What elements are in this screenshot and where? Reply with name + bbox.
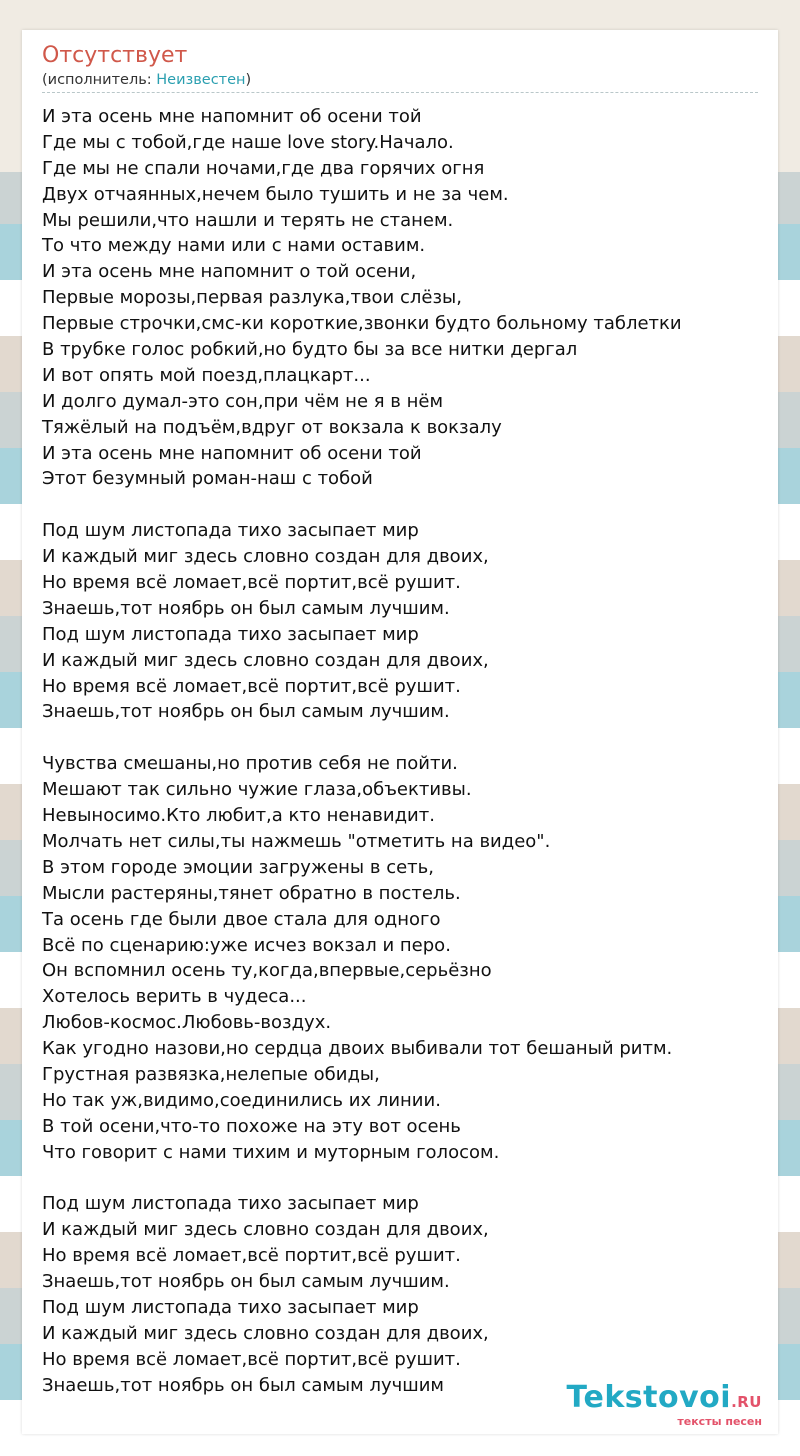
lyric-line: И каждый миг здесь словно создан для двоих,: [42, 546, 489, 568]
lyric-line: Он вспомнил осень ту,когда,впервые,серьёзно: [42, 960, 492, 982]
lyric-line: Под шум листопада тихо засыпает мир: [42, 623, 419, 645]
lyric-line: В той осени,что-то похоже на эту вот осень: [42, 1115, 461, 1137]
lyric-line: Знаешь,тот ноябрь он был самым лучшим: [42, 1374, 444, 1396]
lyric-line: Под шум листопада тихо засыпает мир: [42, 1193, 419, 1215]
lyric-line: Двух отчаянных,нечем было тушить и не за чем.: [42, 183, 509, 205]
lyric-line: Первые морозы,первая разлука,твои слёзы,: [42, 287, 462, 309]
lyric-line: И эта осень мне напомнит об осени той: [42, 106, 422, 127]
lyric-line: Невыносимо.Кто любит,а кто ненавидит.: [42, 805, 435, 827]
lyric-line: То что между нами или с нами оставим.: [42, 235, 426, 257]
lyric-line: Где мы с тобой,где наше love story.Начало.: [42, 131, 454, 153]
logo-tagline: тексты песен: [677, 1415, 762, 1428]
lyric-line: Мы решили,что нашли и терять не станем.: [42, 209, 454, 231]
stanza-break: [42, 725, 766, 751]
lyric-line: Но время всё ломает,всё портит,всё рушит.: [42, 1245, 461, 1267]
lyric-line: Но время всё ломает,всё портит,всё рушит.: [42, 1348, 461, 1370]
lyric-line: Первые строчки,смс-ки короткие,звонки будто больному таблетки: [42, 313, 682, 335]
lyric-line: И каждый миг здесь словно создан для двоих,: [42, 1322, 489, 1344]
lyric-line: И каждый миг здесь словно создан для двоих,: [42, 649, 489, 671]
lyric-line: Что говорит с нами тихим и муторным голосом.: [42, 1141, 500, 1163]
lyric-line: Молчать нет силы,ты нажмешь "отметить на видео".: [42, 830, 551, 852]
lyrics-card: [22, 30, 778, 1434]
lyric-line: Знаешь,тот ноябрь он был самым лучшим.: [42, 701, 450, 723]
logo-main-text: Tekstovoi: [566, 1380, 732, 1415]
lyric-line: Знаешь,тот ноябрь он был самым лучшим.: [42, 597, 450, 619]
lyric-line: Как угодно назови,но сердца двоих выбивали тот бешаный ритм.: [42, 1038, 673, 1060]
stanza-break: [42, 492, 766, 518]
subtitle-suffix: ): [245, 72, 252, 88]
lyric-line: Грустная развязка,нелепые обиды,: [42, 1063, 380, 1085]
logo-wordmark: [567, 1382, 762, 1418]
lyric-line: Любов-космос.Любовь-воздух.: [42, 1012, 332, 1034]
lyric-line: Но время всё ломает,всё портит,всё рушит.: [42, 675, 461, 697]
lyric-line: И эта осень мне напомнит об осени той: [42, 442, 422, 464]
lyric-line: Где мы не спали ночами,где два горячих огня: [42, 157, 485, 179]
song-header: [42, 42, 758, 90]
song-title: Отсутствует: [42, 43, 188, 68]
site-logo[interactable]: [567, 1382, 762, 1428]
lyrics-text: [42, 104, 766, 1399]
stanza-break: [42, 1166, 766, 1192]
lyric-line: Тяжёлый на подъём,вдруг от вокзала к вокзалу: [42, 416, 502, 438]
lyric-line: Но так уж,видимо,соединились их линии.: [42, 1089, 441, 1111]
lyric-line: Мысли растеряны,тянет обратно в постель.: [42, 882, 461, 904]
song-subtitle: [42, 70, 758, 90]
lyric-line: Этот безумный роман-наш с тобой: [42, 468, 373, 490]
lyric-line: Чувства смешаны,но против себя не пойти.: [42, 753, 458, 775]
lyric-line: И долго думал-это сон,при чём не я в нём: [42, 390, 444, 412]
lyric-line: Под шум листопада тихо засыпает мир: [42, 520, 419, 542]
lyric-line: Хотелось верить в чудеса...: [42, 986, 307, 1008]
logo-tld: .RU: [731, 1393, 762, 1411]
lyric-line: Под шум листопада тихо засыпает мир: [42, 1296, 419, 1318]
lyric-line: В трубке голос робкий,но будто бы за все нитки дергал: [42, 339, 578, 361]
artist-link[interactable]: Неизвестен: [156, 72, 246, 88]
subtitle-prefix: (исполнитель:: [42, 72, 157, 88]
lyric-line: Но время всё ломает,всё портит,всё рушит.: [42, 572, 461, 594]
lyric-line: Та осень где были двое стала для одного: [42, 908, 441, 930]
lyric-line: Знаешь,тот ноябрь он был самым лучшим.: [42, 1271, 450, 1293]
lyric-line: И каждый миг здесь словно создан для двоих,: [42, 1219, 489, 1241]
lyric-line: Мешают так сильно чужие глаза,объективы.: [42, 779, 472, 801]
lyric-line: В этом городе эмоции загружены в сеть,: [42, 856, 434, 878]
lyric-line: И вот опять мой поезд,плацкарт...: [42, 364, 371, 386]
header-divider: [42, 92, 758, 93]
lyric-line: Всё по сценарию:уже исчез вокзал и перо.: [42, 934, 451, 956]
lyric-line: И эта осень мне напомнит о той осени,: [42, 261, 417, 283]
